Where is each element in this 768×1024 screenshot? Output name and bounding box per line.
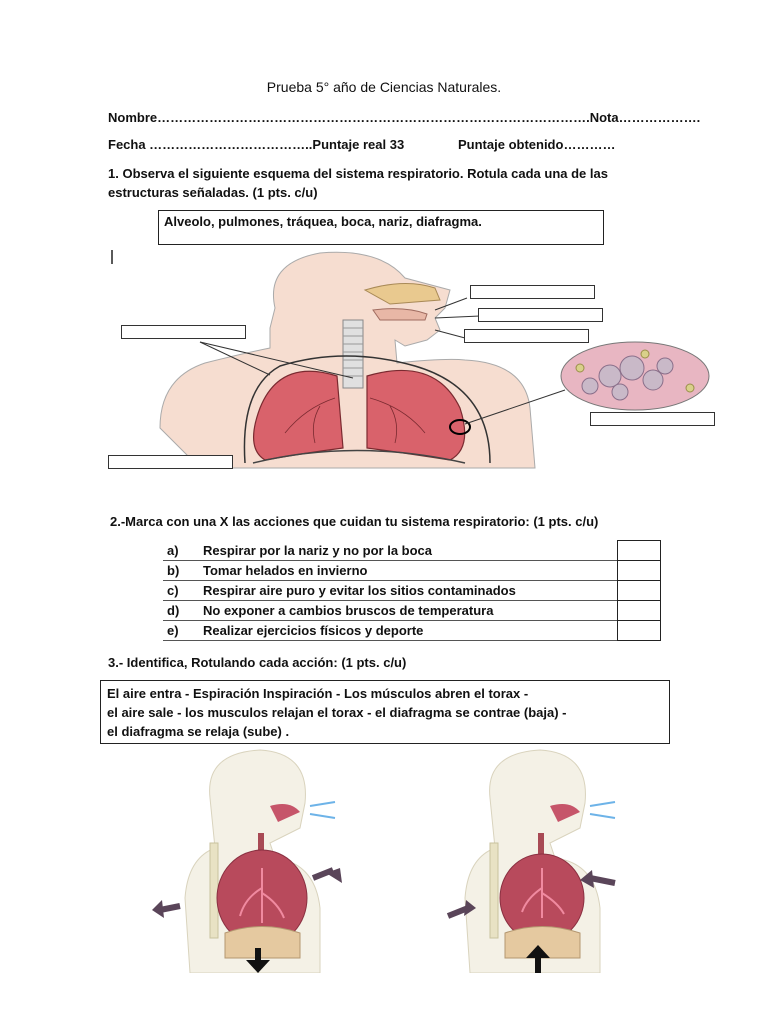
respiratory-system-diagram — [105, 248, 725, 473]
label-box-boca[interactable] — [478, 308, 603, 322]
item-text: No exponer a cambios bruscos de temperatura — [203, 603, 494, 618]
checkbox-cell[interactable] — [618, 601, 661, 621]
fecha-line: Fecha ………………………………..Puntaje real 33 — [108, 137, 405, 152]
q1-instruction-line1: 1. Observa el siguiente esquema del sistema respiratorio. Rotula cada una de las — [108, 166, 608, 181]
label-box-pulmones[interactable] — [121, 325, 246, 339]
page-title: Prueba 5° año de Ciencias Naturales. — [266, 79, 502, 95]
q3-line3: el diafragma se relaja (sube) . — [107, 724, 290, 739]
q3-instruction: 3.- Identifica, Rotulando cada acción: (1 pts. c/u) — [108, 655, 407, 670]
word-bank-text: Alveolo, pulmones, tráquea, boca, nariz, diafragma. — [164, 214, 482, 229]
checkbox-cell[interactable] — [618, 561, 661, 581]
label-box-nariz[interactable] — [470, 285, 595, 299]
item-letter: b) — [167, 563, 180, 578]
nombre-line: Nombre……………………………………………………………………………………….Nota………………. — [108, 110, 701, 125]
label-box-alveolo[interactable] — [590, 412, 715, 426]
label-box-diafragma[interactable] — [108, 455, 233, 469]
table-row — [163, 541, 661, 561]
checkbox-cell[interactable] — [618, 621, 661, 641]
breathing-diagram-right — [440, 748, 660, 973]
puntaje-obtenido: Puntaje obtenido………… — [458, 137, 616, 152]
item-letter: a) — [167, 542, 179, 558]
item-text: Respirar por la nariz y no por la boca — [203, 542, 433, 558]
table-row — [163, 561, 661, 581]
q3-line1: El aire entra - Espiración Inspiración - Los músculos abren el torax - — [107, 686, 529, 701]
table-row — [163, 621, 661, 641]
q1-word-bank — [158, 210, 604, 245]
q1-instruction-line2: estructuras señaladas. (1 pts. c/u) — [108, 185, 318, 200]
item-letter: e) — [167, 623, 179, 638]
item-letter: d) — [167, 603, 180, 618]
q2-instruction: 2.-Marca con una X las acciones que cuidan tu sistema respiratorio: (1 pts. c/u) — [110, 514, 599, 529]
item-text: Respirar aire puro y evitar los sitios contaminados — [203, 583, 516, 598]
checkbox-cell[interactable] — [618, 581, 661, 601]
item-text: Realizar ejercicios físicos y deporte — [203, 623, 424, 638]
table-row — [163, 601, 661, 621]
item-text: Tomar helados en invierno — [203, 563, 368, 578]
q3-line2: el aire sale - los musculos relajan el torax - el diafragma se contrae (baja) - — [107, 705, 567, 720]
item-letter: c) — [167, 583, 179, 598]
label-box-traquea[interactable] — [464, 329, 589, 343]
checkbox-cell[interactable] — [618, 541, 661, 561]
breathing-diagram-left — [150, 748, 360, 973]
table-row — [163, 581, 661, 601]
q2-actions-table — [163, 540, 661, 641]
q3-word-bank — [100, 680, 670, 744]
